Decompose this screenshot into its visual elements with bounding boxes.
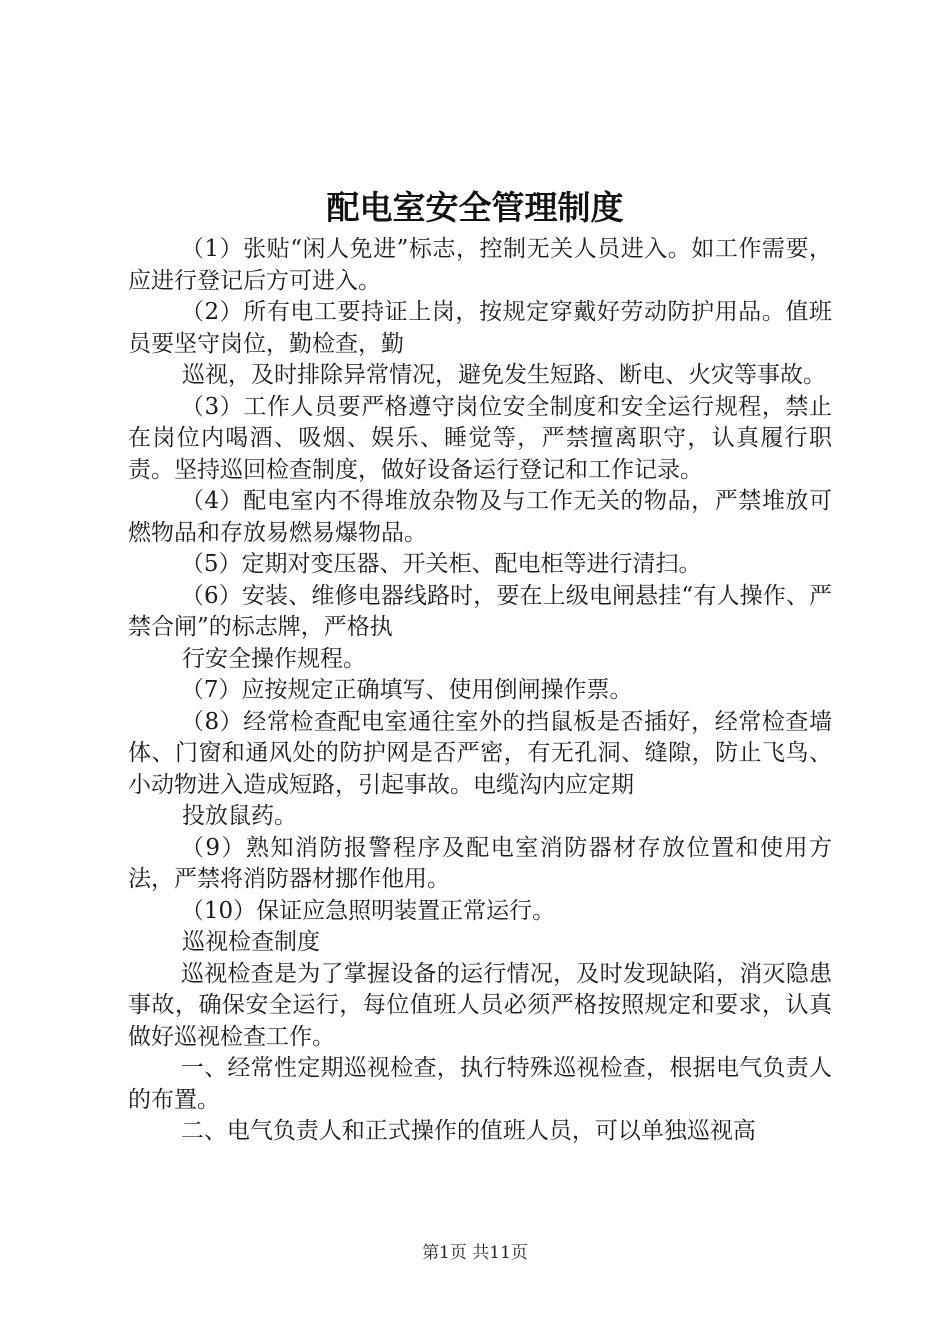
paragraph: （4）配电室内不得堆放杂物及与工作无关的物品，严禁堆放可燃物品和存放易燃易爆物品。	[128, 488, 832, 546]
paragraph: 二、电气负责人和正式操作的值班人员，可以单独巡视高	[180, 1118, 756, 1144]
paragraph: （7）应按规定正确填写、使用倒闸操作票。	[180, 677, 633, 703]
paragraph: （2）所有电工要持证上岗，按规定穿戴好劳动防护用品。值班员要坚守岗位，勤检查，勤	[128, 299, 832, 357]
document-title: 配电室安全管理制度	[326, 188, 624, 227]
section-heading: 巡视检查制度	[182, 929, 320, 955]
paragraph: （5）定期对变压器、开关柜、配电柜等进行清扫。	[180, 551, 702, 577]
paragraph: （9）熟知消防报警程序及配电室消防器材存放位置和使用方法，严禁将消防器材挪作他用。	[128, 834, 832, 892]
paragraph: 巡视，及时排除异常情况，避免发生短路、断电、火灾等事故。	[182, 362, 826, 388]
paragraph: 一、经常性定期巡视检查，执行特殊巡视检查，根据电气负责人的布置。	[128, 1055, 832, 1113]
paragraph: （1）张贴“闲人免进”标志，控制无关人员进入。如工作需要，应进行登记后方可进入。	[128, 236, 832, 294]
paragraph: 行安全操作规程。	[182, 645, 366, 672]
document-body	[128, 234, 832, 1148]
paragraph: （6）安装、维修电器线路时，要在上级电闸悬挂“有人操作、严禁合闸”的标志牌，严格执	[128, 582, 832, 640]
paragraph: 投放鼠药。	[182, 803, 297, 829]
paragraph: （3）工作人员要严格遵守岗位安全制度和安全运行规程，禁止在岗位内喝酒、吸烟、娱乐、睡觉等，严禁擅离职守，认真履行职责。坚持巡回检查制度，做好设备运行登记和工作记录。	[128, 393, 832, 483]
page-footer: 第1页 共11页	[422, 1243, 528, 1263]
paragraph: （10）保证应急照明装置正常运行。	[180, 897, 556, 924]
paragraph: （8）经常检查配电室通往室外的挡鼠板是否插好，经常检查墙体、门窗和通风处的防护网是否严密，有无孔洞、缝隙，防止飞鸟、小动物进入造成短路，引起事故。电缆沟内应定期	[128, 708, 832, 798]
paragraph: 巡视检查是为了掌握设备的运行情况，及时发现缺陷，消灭隐患事故，确保安全运行，每位值班人员必须严格按照规定和要求，认真做好巡视检查工作。	[128, 960, 832, 1050]
